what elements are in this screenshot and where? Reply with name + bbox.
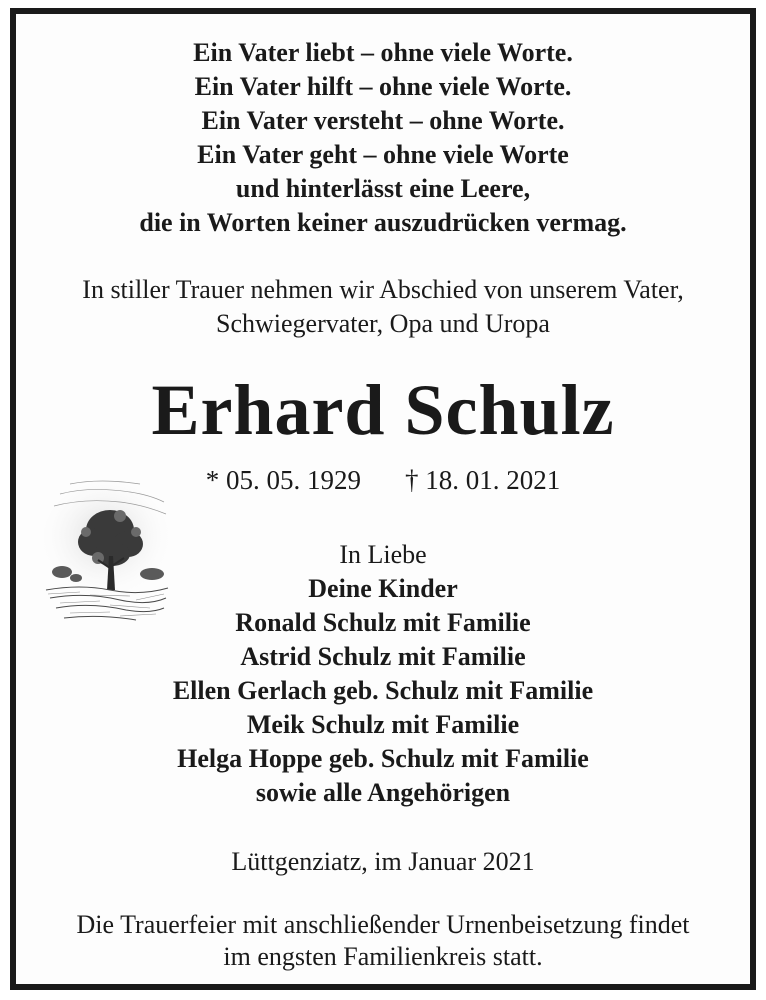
birth-date: * 05. 05. 1929 xyxy=(205,465,361,495)
mourner-line-6: Helga Hoppe geb. Schulz mit Familie xyxy=(177,744,589,773)
intro-line-1: In stiller Trauer nehmen wir Abschied von unserem Vater, xyxy=(82,275,684,304)
poem-line-1: Ein Vater liebt – ohne viele Worte. xyxy=(193,38,573,67)
poem-line-2: Ein Vater hilft – ohne viele Worte. xyxy=(194,72,572,101)
poem-line-6: die in Worten keiner auszudrücken vermag. xyxy=(139,208,627,237)
obituary-card xyxy=(10,8,756,990)
mourner-line-3: Astrid Schulz mit Familie xyxy=(240,642,526,671)
poem-line-4: Ein Vater geht – ohne viele Worte xyxy=(197,140,569,169)
poem-line-3: Ein Vater versteht – ohne Worte. xyxy=(201,106,565,135)
intro-line-2: Schwiegervater, Opa und Uropa xyxy=(216,309,550,338)
deceased-name: Erhard Schulz xyxy=(151,370,615,450)
mourner-line-7: sowie alle Angehörigen xyxy=(255,778,511,807)
mourner-line-1: Deine Kinder xyxy=(308,574,458,603)
mourner-line-5: Meik Schulz mit Familie xyxy=(246,710,520,739)
greeting: In Liebe xyxy=(339,540,427,569)
poem-line-5: und hinterlässt eine Leere, xyxy=(235,174,531,203)
place-date: Lüttgenziatz, im Januar 2021 xyxy=(231,847,535,876)
death-date: † 18. 01. 2021 xyxy=(405,465,561,495)
footer-line-2: im engsten Familienkreis statt. xyxy=(223,942,543,971)
footer-line-1: Die Trauerfeier mit anschließender Urnenbeisetzung findet xyxy=(76,910,690,939)
mourner-line-2: Ronald Schulz mit Familie xyxy=(235,608,531,637)
mourner-line-4: Ellen Gerlach geb. Schulz mit Familie xyxy=(172,676,594,705)
